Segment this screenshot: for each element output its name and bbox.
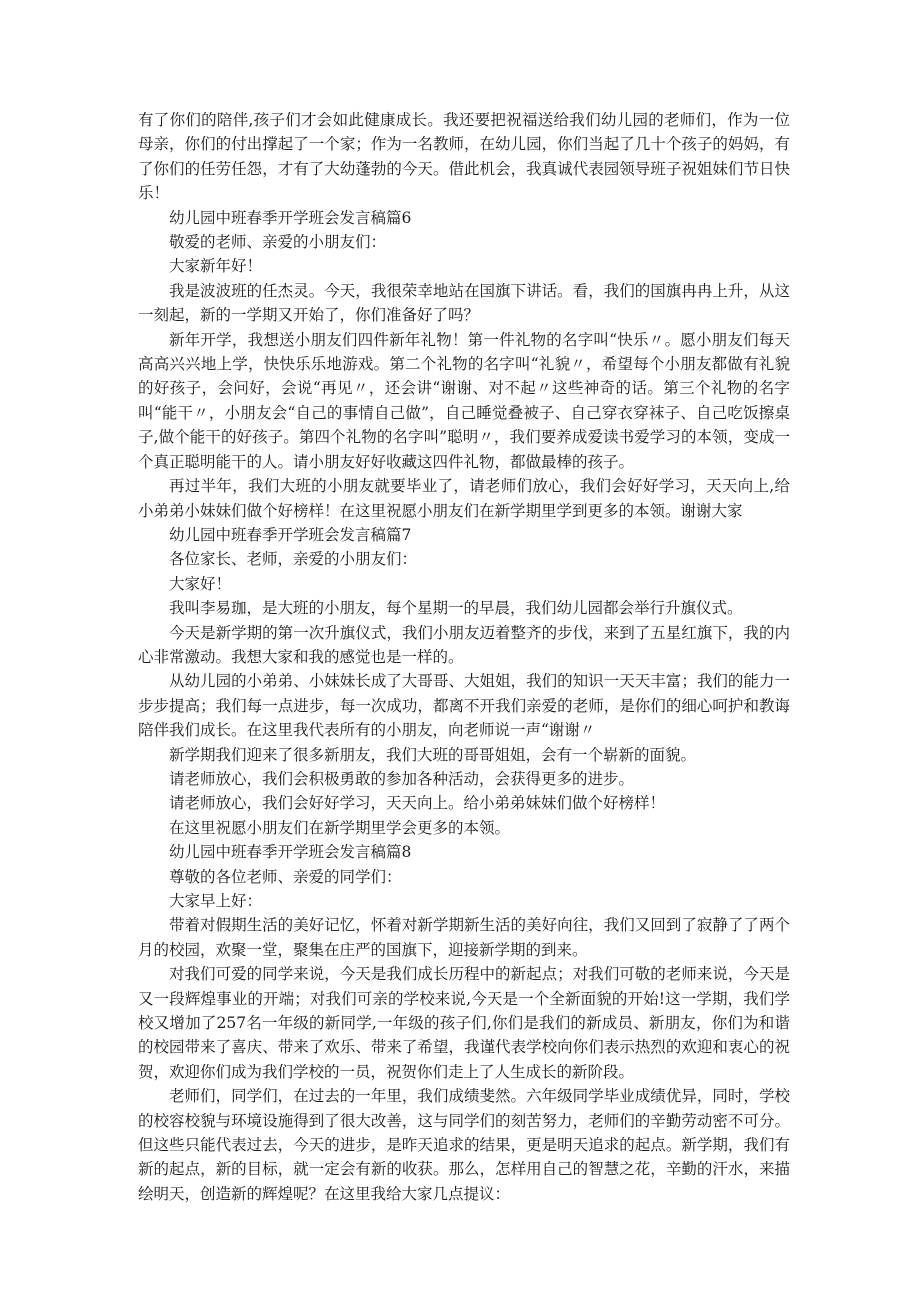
greeting: 大家早上好： xyxy=(169,892,263,910)
paragraph: 我是波波班的任杰灵。今天，我很荣幸地站在国旗下讲话。看，我们的国旗冉冉上升，从这一刻起，新的一学期又开始了，你们准备好了吗？ xyxy=(138,281,790,325)
salutation: 各位家长、老师，亲爱的小朋友们： xyxy=(169,550,418,569)
section-title-7: 幼儿园中班春季开学班会发言稿篇7 xyxy=(169,525,412,544)
paragraph: 请老师放心，我们会积极勇敢的参加各种活动，会获得更多的进步。 xyxy=(169,769,635,788)
paragraph: 今天是新学期的第一次升旗仪式，我们小朋友迈着整齐的步伐，来到了五星红旗下，我的内心非常激动。我想大家和我的感觉也是一样的。 xyxy=(138,623,790,666)
section-title-8: 幼儿园中班春季开学班会发言稿篇8 xyxy=(169,843,412,862)
greeting: 大家好！ xyxy=(169,574,232,593)
document-body xyxy=(138,108,790,1206)
paragraph: 对我们可爱的同学来说，今天是我们成长历程中的新起点；对我们可敬的老师来说，今天是又一段辉煌事业的开端；对我们可亲的学校来说,今天是一个全新面貌的开始!这一学期，我们学校又增加了257名一年级的新同学,一年级的孩子们,你们是我们的新成员、新朋友，你们为和谐的校园带来了喜庆、带来了欢乐、带来了希望，我谨代表学校向你们表示热烈的欢迎和衷心的祝贺，欢迎你们成为我们学校的一员，祝贺你们走上了人生成长的新阶段。 xyxy=(138,965,790,1081)
salutation: 敬爱的老师、亲爱的小朋友们： xyxy=(169,233,387,252)
paragraph: 带着对假期生活的美好记忆，怀着对新学期新生活的美好向往，我们又回到了寂静了了两个月的校园，欢聚一堂，聚集在庄严的国旗下，迎接新学期的到来。 xyxy=(138,916,790,959)
paragraph: 老师们，同学们，在过去的一年里，我们成绩斐然。六年级同学毕业成绩优异，同时，学校的校容校貌与环境设施得到了很大改善，这与同学们的刻苦努力，老师们的辛勤劳动密不可分。但这些只能代表过去，今天的进步，是昨天追求的结果，更是明天追求的起点。新学期，我们有新的起点，新的目标，就一定会有新的收获。那么，怎样用自己的智慧之花，辛勤的汗水，来描绘明天，创造新的辉煌呢？在这里我给大家几点提议： xyxy=(138,1087,790,1203)
paragraph-continuation: 有了你们的陪伴,孩子们才会如此健康成长。我还要把祝福送给我们幼儿园的老师们，作为一位母亲，你们的付出撑起了一个家；作为一名教师，在幼儿园，你们当起了几十个孩子的妈妈，有了你们的任劳任怨，才有了大幼蓬勃的今天。借此机会，我真诚代表园领导班子祝姐妹们节日快乐！ xyxy=(138,111,790,203)
paragraph: 从幼儿园的小弟弟、小妹妹长成了大哥哥、大姐姐，我们的知识一天天丰富；我们的能力一步步提高；我们每一点进步，每一次成功，都离不开我们亲爱的老师，是你们的细心呵护和教诲陪伴我们成长。在这里我代表所有的小朋友，向老师说一声“谢谢〃 xyxy=(138,672,790,740)
paragraph: 新年开学，我想送小朋友们四件新年礼物！第一件礼物的名字叫“快乐〃。愿小朋友们每天高高兴兴地上学，快快乐乐地游戏。第二个礼物的名字叫“礼貌〃，希望每个小朋友都做有礼貌的好孩子，会问好，会说“再见〃，还会讲“谢谢、对不起〃这些神奇的话。第三个礼物的名字叫“能干〃，小朋友会“自己的事情自己做”，自己睡觉叠被子、自己穿衣穿袜子、自己吃饭擦桌子,做个能干的好孩子。第四个礼物的名字叫”聪明〃，我们要养成爱读书爱学习的本领，变成一个真正聪明能干的人。请小朋友好好收藏这四件礼物，都做最棒的孩子。 xyxy=(138,330,790,471)
greeting: 大家新年好！ xyxy=(169,257,263,276)
paragraph: 我叫李易珈，是大班的小朋友，每个星期一的早晨，我们幼儿园都会举行升旗仪式。 xyxy=(169,599,743,618)
section-title-6: 幼儿园中班春季开学班会发言稿篇6 xyxy=(169,208,412,227)
paragraph: 在这里祝愿小朋友们在新学期里学会更多的本领。 xyxy=(169,818,511,837)
salutation: 尊敬的各位老师、亲爱的同学们： xyxy=(169,867,402,886)
paragraph: 再过半年，我们大班的小朋友就要毕业了，请老师们放心，我们会好好学习，天天向上,给小弟弟小妹妹们做个好榜样！在这里祝愿小朋友们在新学期里学到更多的本领。谢谢大家 xyxy=(138,477,790,520)
paragraph: 新学期我们迎来了很多新朋友，我们大班的哥哥姐姐，会有一个崭新的面貌。 xyxy=(169,745,697,764)
paragraph: 请老师放心，我们会好好学习，天天向上。给小弟弟妹妹们做个好榜样！ xyxy=(169,794,666,813)
